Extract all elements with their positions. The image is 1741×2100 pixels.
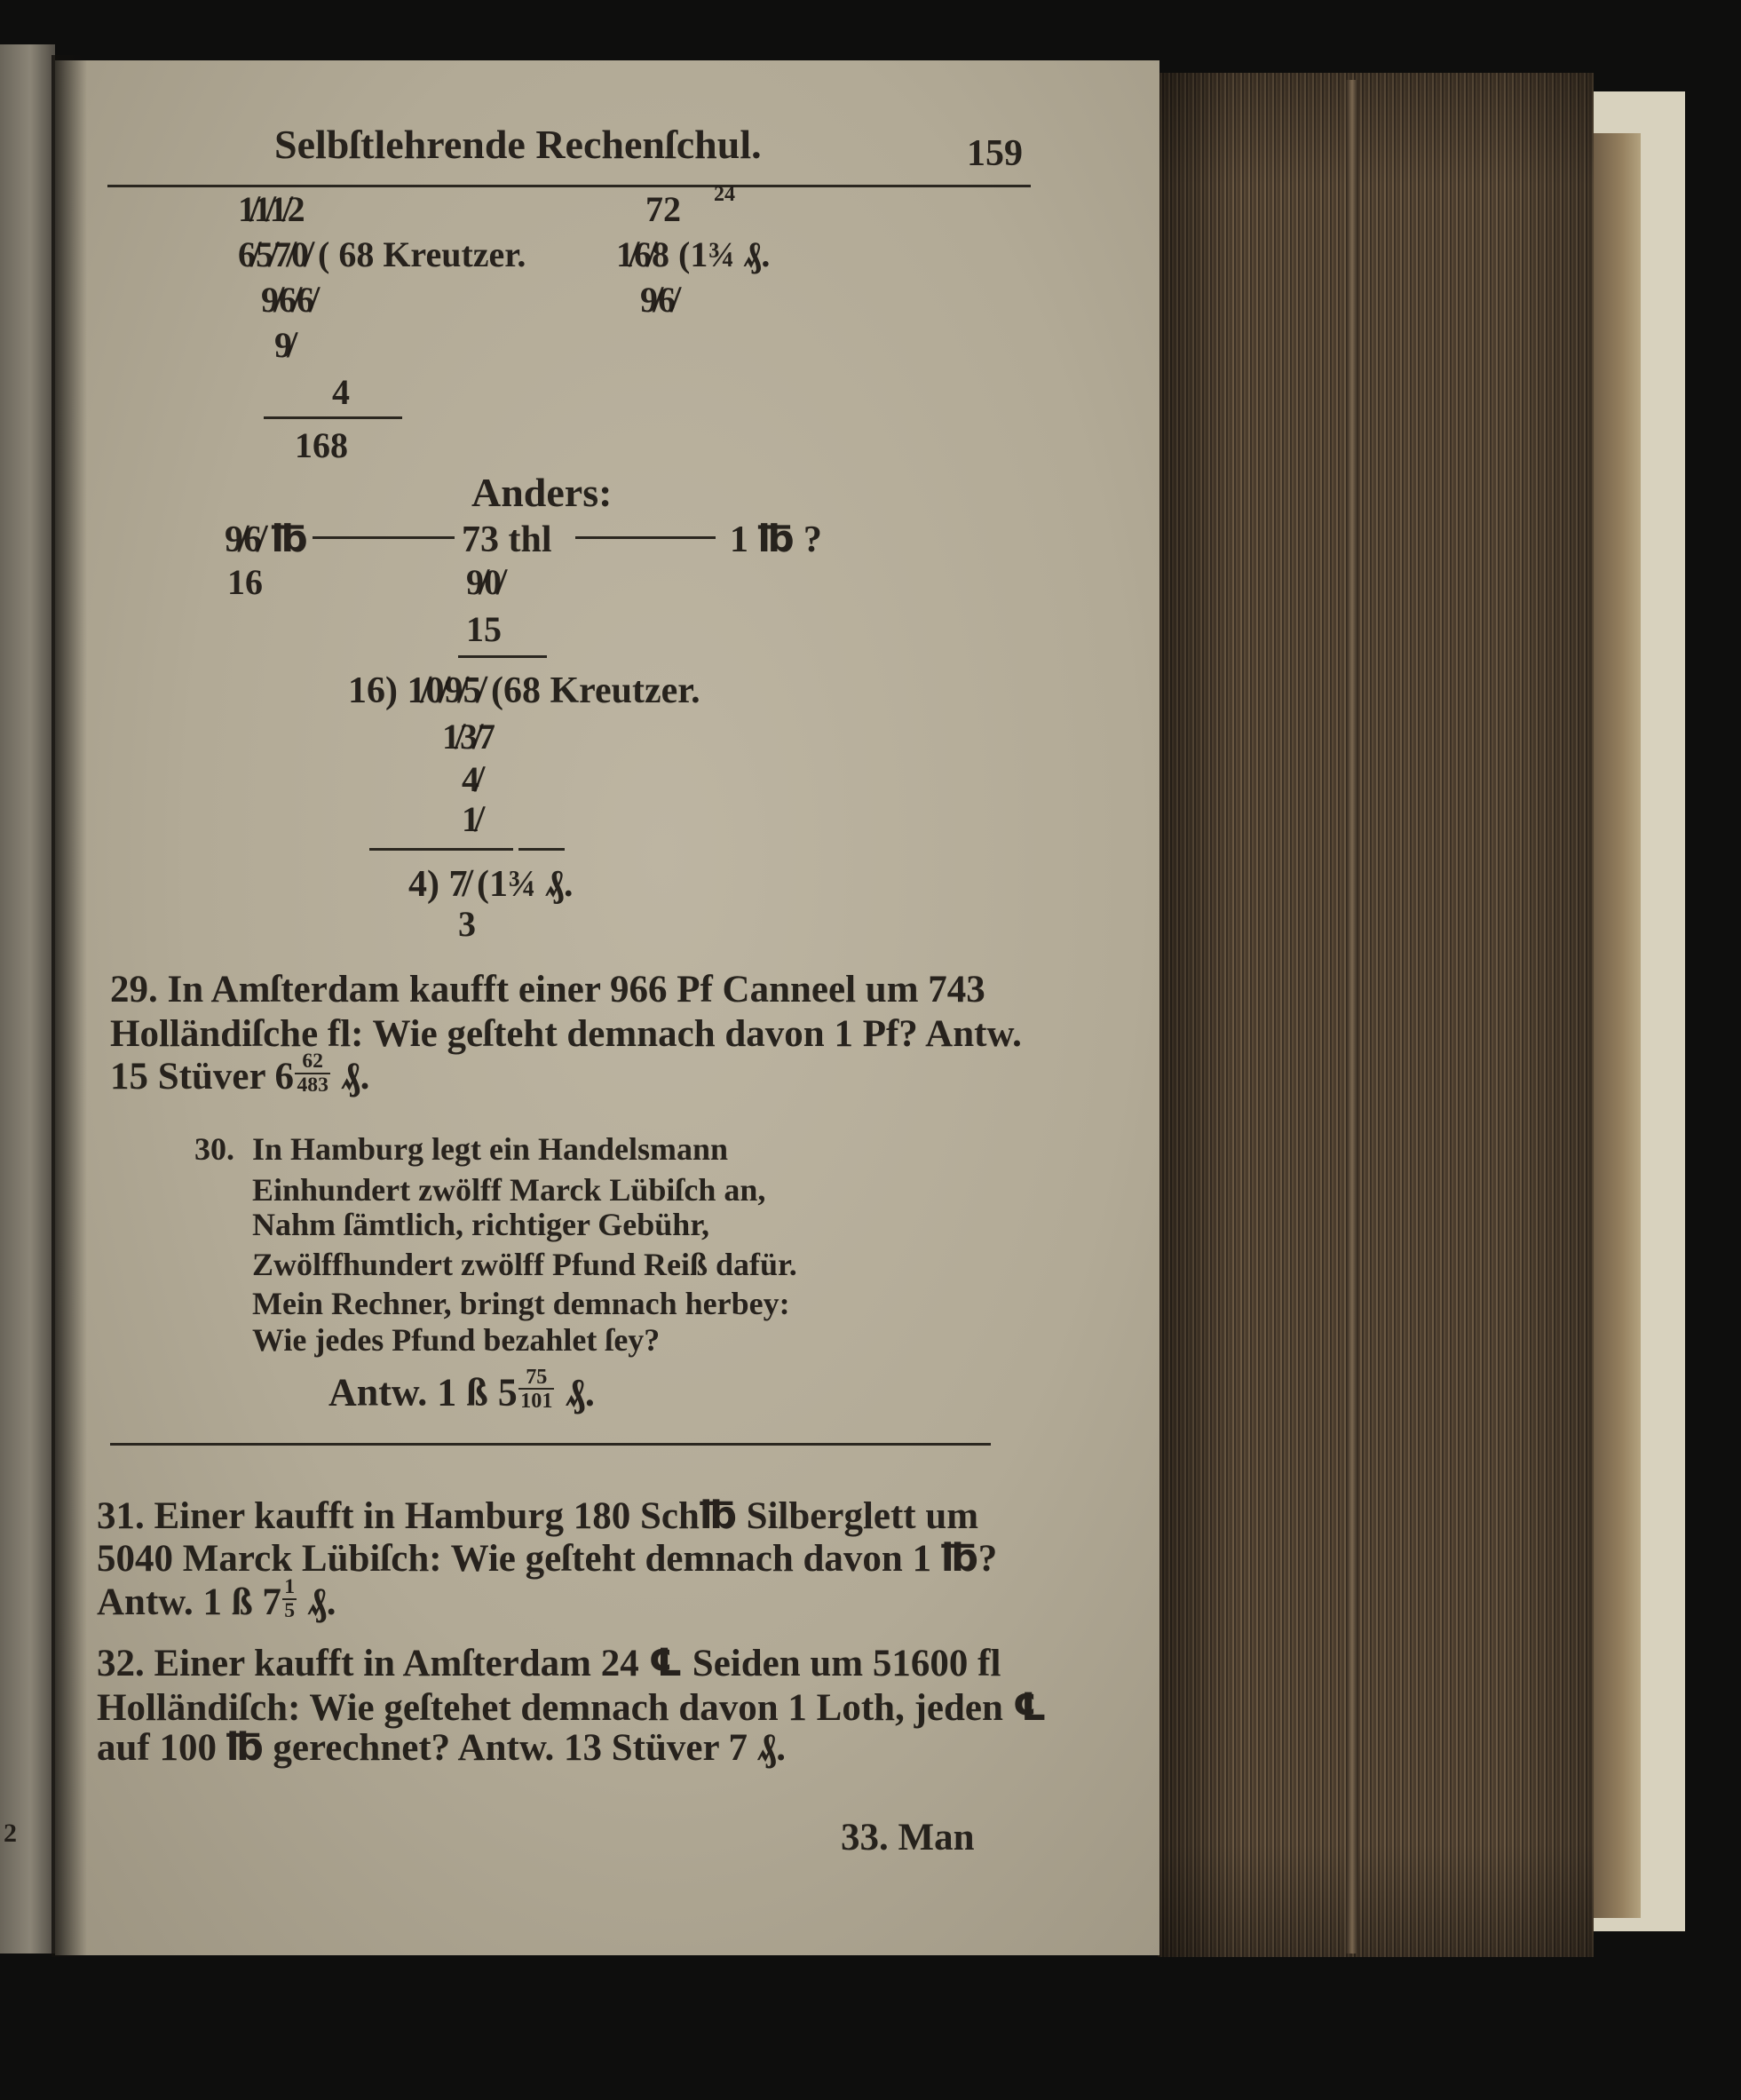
problem-31-line-3 xyxy=(97,1576,336,1623)
section-rule xyxy=(110,1443,991,1446)
pfennig-sign: ₰. xyxy=(565,1370,595,1415)
anders-remainder-1: 1̸3̸7 xyxy=(442,717,495,757)
anders-division: 16) 1̸0̸9̸5̸ (68 Kreutzer. xyxy=(348,670,700,711)
fraction-numerator: 62 xyxy=(295,1050,329,1074)
verse-line: Wie jedes Pfund bezahlet ſey? xyxy=(252,1322,661,1358)
facing-page-fragment: 2 xyxy=(4,1819,17,1848)
fraction-numerator: 1 xyxy=(284,1575,296,1598)
fraction-denominator: 101 xyxy=(520,1389,553,1414)
calc-main-line-6: 168 xyxy=(295,425,348,465)
anders-left: 9̸6̸ ℔ xyxy=(225,519,308,560)
calc-right-remainder: 72 xyxy=(645,189,681,229)
anders-reduced: 15 xyxy=(466,609,502,649)
problem-29-line-2: Holländiſche fl: Wie geſteht demnach davon 1 Pf? Antw. xyxy=(110,1013,1022,1055)
problem-30-answer-lead: Antw. 1 ß 5 xyxy=(328,1370,518,1415)
verse-line: Zwölffhundert zwölff Pfund Reiß dafür. xyxy=(252,1247,797,1282)
calc-main-rule xyxy=(264,416,402,419)
fraction-numerator: 75 xyxy=(518,1366,554,1390)
pfennig-sign: ₰. xyxy=(341,1056,370,1098)
calc-main-line-1: 1̸1̸1̸2 xyxy=(238,189,305,229)
fraction-denominator: 5 xyxy=(284,1598,296,1622)
calc-main-line-3: 9̸6̸6̸ xyxy=(261,280,314,320)
problem-29-line-3 xyxy=(110,1050,369,1098)
verse-line: In Hamburg legt ein Handelsmann xyxy=(252,1131,729,1167)
fraction xyxy=(282,1576,297,1622)
anders-rule-2b xyxy=(518,848,565,851)
anders-final: 3 xyxy=(458,904,476,944)
problem-31-answer-lead: Antw. 1 ß 7 xyxy=(97,1581,281,1623)
calc-right-quotient: 1̸6̸8 (1¾ ₰. xyxy=(616,234,771,274)
anders-remainder-3: 1̸ xyxy=(462,799,479,839)
problem-29-line-1: 29. In Amſterdam kaufft einer 966 Pf Canneel um 743 xyxy=(110,969,985,1010)
problem-32-line-2: Holländiſch: Wie geſtehet demnach davon 1 Loth, jeden ℄ xyxy=(97,1687,1048,1729)
page-number: 159 xyxy=(967,133,1023,174)
anders-dash-2 xyxy=(575,536,716,539)
problem-30-answer xyxy=(328,1366,595,1415)
calc-right-divisor: 9̸6̸ xyxy=(640,280,676,320)
calc-main-line-2: 6̸5̸7̸0̸ ( 68 Kreutzer. xyxy=(238,234,526,274)
catchword: 33. Man xyxy=(841,1817,975,1858)
problem-31-line-2: 5040 Marck Lübiſch: Wie geſteht demnach davon 1 ℔? xyxy=(97,1538,998,1580)
fraction xyxy=(295,1050,329,1097)
anders-under-middle: 9̸0̸ xyxy=(466,562,502,602)
anders-result: 4) 7̸ (1¾ ₰. xyxy=(408,864,574,905)
pfennig-sign: ₰. xyxy=(307,1581,336,1623)
anders-rule-1 xyxy=(458,655,547,658)
problem-32-line-1: 32. Einer kaufft in Amſterdam 24 ℄ Seiden um 51600 fl xyxy=(97,1643,1001,1684)
problem-32-line-3: auf 100 ℔ gerechnet? Antw. 13 Stüver 7 ₰. xyxy=(97,1727,787,1769)
anders-label: Anders: xyxy=(471,470,613,515)
running-head: Selbſtlehrende Rechenſchul. xyxy=(274,122,762,167)
calc-right-note: 24 xyxy=(714,183,735,206)
problem-31-line-1: 31. Einer kaufft in Hamburg 180 Sch℔ Silberglett um xyxy=(97,1495,979,1537)
anders-right: 1 ℔ ? xyxy=(730,519,822,560)
anders-middle: 73 thl xyxy=(462,519,552,560)
anders-dash-1 xyxy=(313,536,455,539)
verse-line: Nahm ſämtlich, richtiger Gebühr, xyxy=(252,1207,709,1242)
calc-main-line-4: 9̸ xyxy=(274,325,292,365)
calc-main-line-5: 4 xyxy=(332,372,350,412)
anders-remainder-2: 4̸ xyxy=(462,759,479,799)
anders-rule-2a xyxy=(369,848,513,851)
header-rule xyxy=(107,185,1031,187)
problem-29-answer-lead: 15 Stüver 6 xyxy=(110,1056,295,1098)
anders-under-left: 16 xyxy=(227,562,263,602)
verse-line: Mein Rechner, bringt demnach herbey: xyxy=(252,1286,790,1321)
fraction xyxy=(518,1366,554,1413)
fraction-denominator: 483 xyxy=(297,1073,328,1097)
problem-30-number: 30. xyxy=(194,1131,234,1167)
verse-line: Einhundert zwölff Marck Lübiſch an, xyxy=(252,1172,766,1208)
